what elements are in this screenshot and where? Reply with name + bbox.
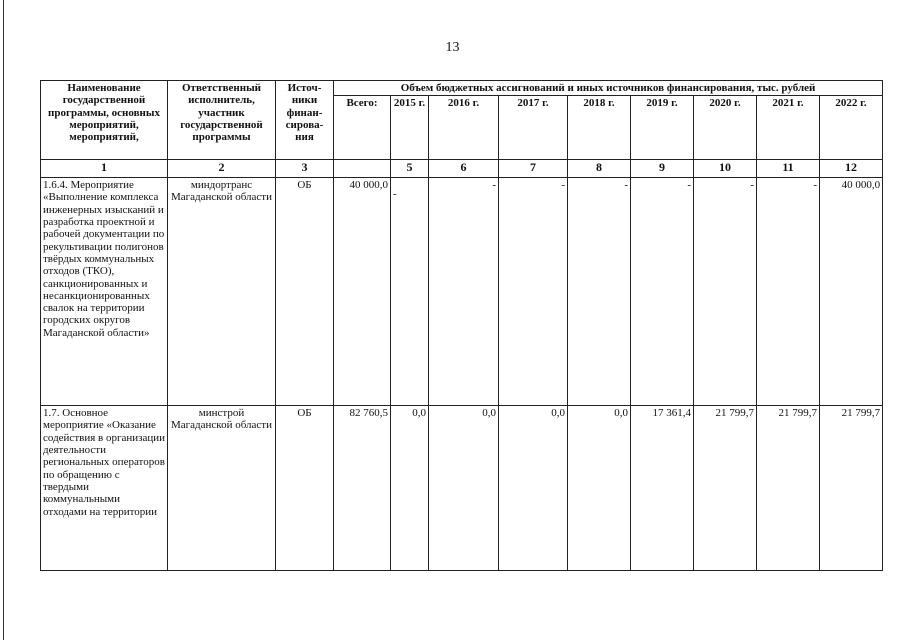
row-value-2021: 21 799,7 (757, 406, 820, 571)
column-number: 8 (568, 160, 631, 178)
row-value-2019: 17 361,4 (631, 406, 694, 571)
column-number: 6 (429, 160, 499, 178)
column-number (334, 160, 391, 178)
row-value-2022: 40 000,0 (820, 178, 883, 406)
row-value-2017: - (499, 178, 568, 406)
header-year-2016: 2016 г. (429, 96, 499, 160)
row-program-name: 1.7. Основное мероприятие «Оказание содействия в организации деятельности региональных операторов по обращению с твердыми коммунальными отходами на территории (41, 406, 168, 571)
row-value-2015: - (391, 178, 429, 406)
row-value-2019: - (631, 178, 694, 406)
column-number: 2 (168, 160, 276, 178)
row-value-2020: 21 799,7 (694, 406, 757, 571)
column-number: 11 (757, 160, 820, 178)
header-total: Всего: (334, 96, 391, 160)
table-row (41, 406, 883, 571)
row-value-2016: - (429, 178, 499, 406)
header-year-2019: 2019 г. (631, 96, 694, 160)
row-executor: миндортранс Магаданской области (168, 178, 276, 406)
header-executor: Ответственный исполнитель, участник государственной программы (168, 81, 276, 160)
header-year-2020: 2020 г. (694, 96, 757, 160)
row-value-2020: - (694, 178, 757, 406)
header-row-top (41, 81, 883, 96)
header-year-2015: 2015 г. (391, 96, 429, 160)
column-number: 12 (820, 160, 883, 178)
row-value-2015: 0,0 (391, 406, 429, 571)
row-total: 40 000,0 (334, 178, 391, 406)
page-number: 13 (445, 40, 460, 55)
header-year-2017: 2017 г. (499, 96, 568, 160)
row-program-name: 1.6.4. Мероприятие «Выполнение комплекса инженерных изысканий и разработка проектной и рабочей документации по рекультивации полигонов твёрдых коммунальных отходов (ТКО), санкционированных и несанкционированных свалок на территории городских округов Магаданской области» (41, 178, 168, 406)
row-funding-source: ОБ (276, 178, 334, 406)
row-value-2018: 0,0 (568, 406, 631, 571)
header-program-name: Наименование государственной программы, основных мероприятий, мероприятий, (41, 81, 168, 160)
row-executor: минстрой Магаданской области (168, 406, 276, 571)
column-number: 3 (276, 160, 334, 178)
column-number-row (41, 160, 883, 178)
budget-table (40, 80, 883, 571)
header-funding-source: Источ-ники финан-сирова-ния (276, 81, 334, 160)
column-number: 9 (631, 160, 694, 178)
column-number: 10 (694, 160, 757, 178)
row-value-2017: 0,0 (499, 406, 568, 571)
header-year-2018: 2018 г. (568, 96, 631, 160)
left-margin-line (3, 0, 4, 640)
row-value-2018: - (568, 178, 631, 406)
table-row (41, 178, 883, 406)
row-value-2016: 0,0 (429, 406, 499, 571)
row-total: 82 760,5 (334, 406, 391, 571)
row-funding-source: ОБ (276, 406, 334, 571)
column-number: 7 (499, 160, 568, 178)
row-value-2022: 21 799,7 (820, 406, 883, 571)
header-year-2022: 2022 г. (820, 96, 883, 160)
row-value-2021: - (757, 178, 820, 406)
column-number: 1 (41, 160, 168, 178)
header-year-2021: 2021 г. (757, 96, 820, 160)
header-funding-volume: Объем бюджетных ассигнований и иных источников финансирования, тыс. рублей (334, 81, 883, 96)
column-number: 5 (391, 160, 429, 178)
